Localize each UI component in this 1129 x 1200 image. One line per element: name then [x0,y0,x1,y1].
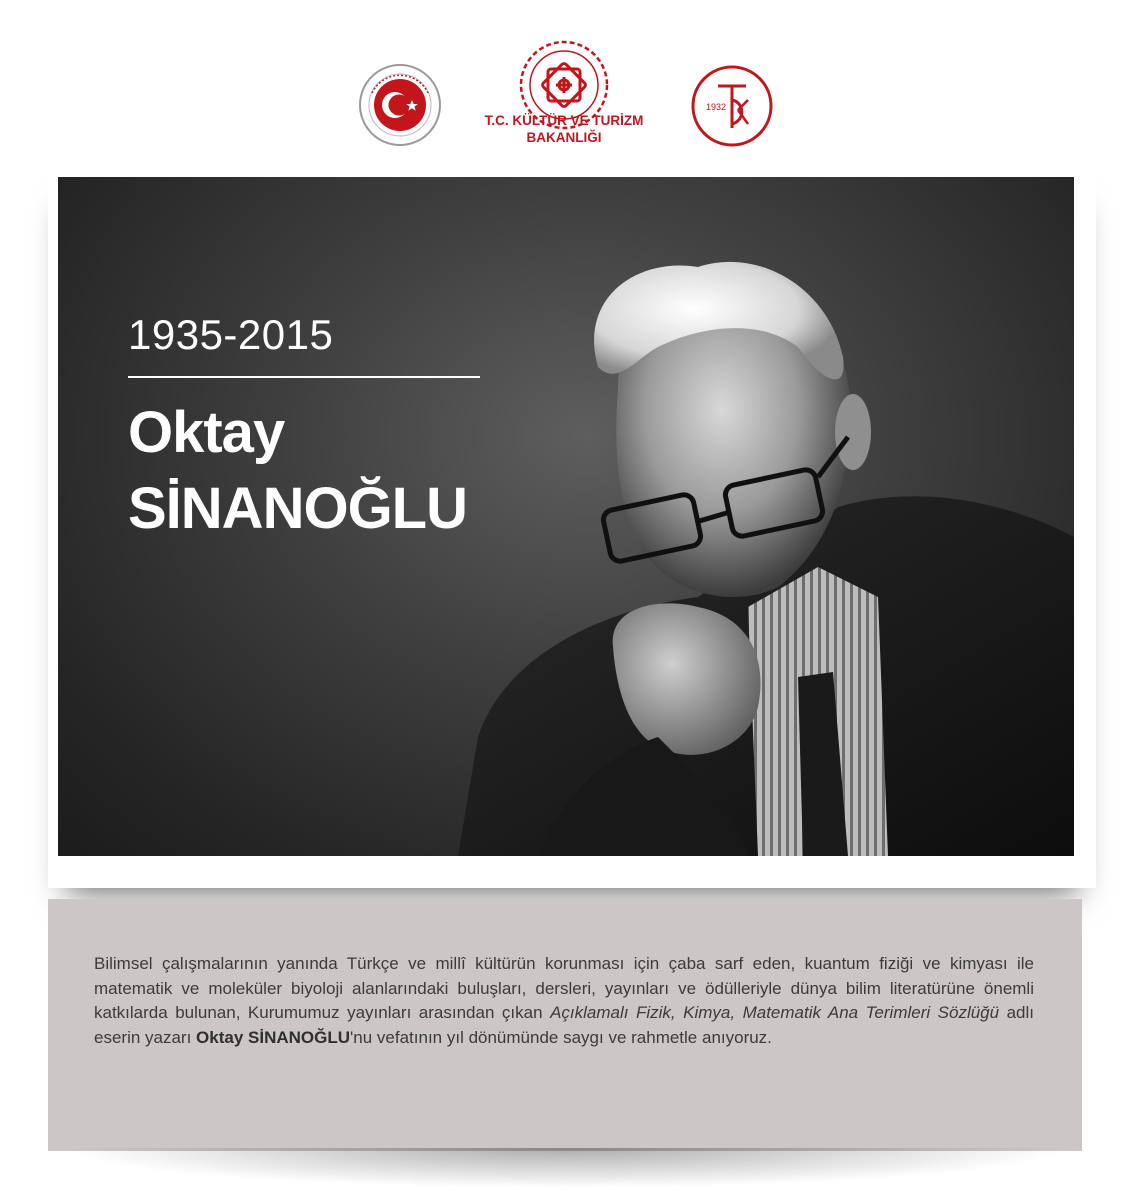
tribute-text [94,952,1034,1050]
panel-shadow [60,1148,1070,1188]
person-name-bold: Oktay SİNANOĞLU [196,1027,351,1047]
memorial-hero [58,177,1074,856]
first-name: Oktay [128,400,285,465]
ministry-name [450,112,678,146]
ministry-name-line1: T.C. KÜLTÜR VE TURİZM [484,113,644,128]
title-divider [128,376,480,378]
book-title: Açıklamalı Fizik, Kimya, Matematik Ana Terimleri Sözlüğü [550,1003,1000,1022]
tribute-text-part3: 'nu vefatının yıl dönümünde saygı ve rahmetle anıyoruz. [350,1027,772,1047]
last-name: SİNANOĞLU [128,476,467,541]
life-years: 1935-2015 [128,311,334,358]
header-logos [0,0,1129,170]
akdtyk-emblem-icon [358,63,442,147]
tdk-emblem-icon [690,64,774,148]
ministry-name-line2: BAKANLIĞI [526,130,602,145]
tdk-year: 1932 [706,102,727,112]
tribute-text-part2: adlı eserin yazarı [94,1003,1035,1047]
tribute-text-part1: Bilimsel çalışmalarının yanında Türkçe ve millî kültürün korunması için çaba sarf eden, kuantum fiziği ve kimyası ile matematik ve moleküler biyoloji alanlarındaki buluşları, dersleri, yayınları ve ödülleriyle dünya bilim literatürüne önemli katkılarda bulunan, Kurumumuz yayınları arasından çıkan [94,954,1034,1022]
tribute-panel [48,899,1082,1151]
